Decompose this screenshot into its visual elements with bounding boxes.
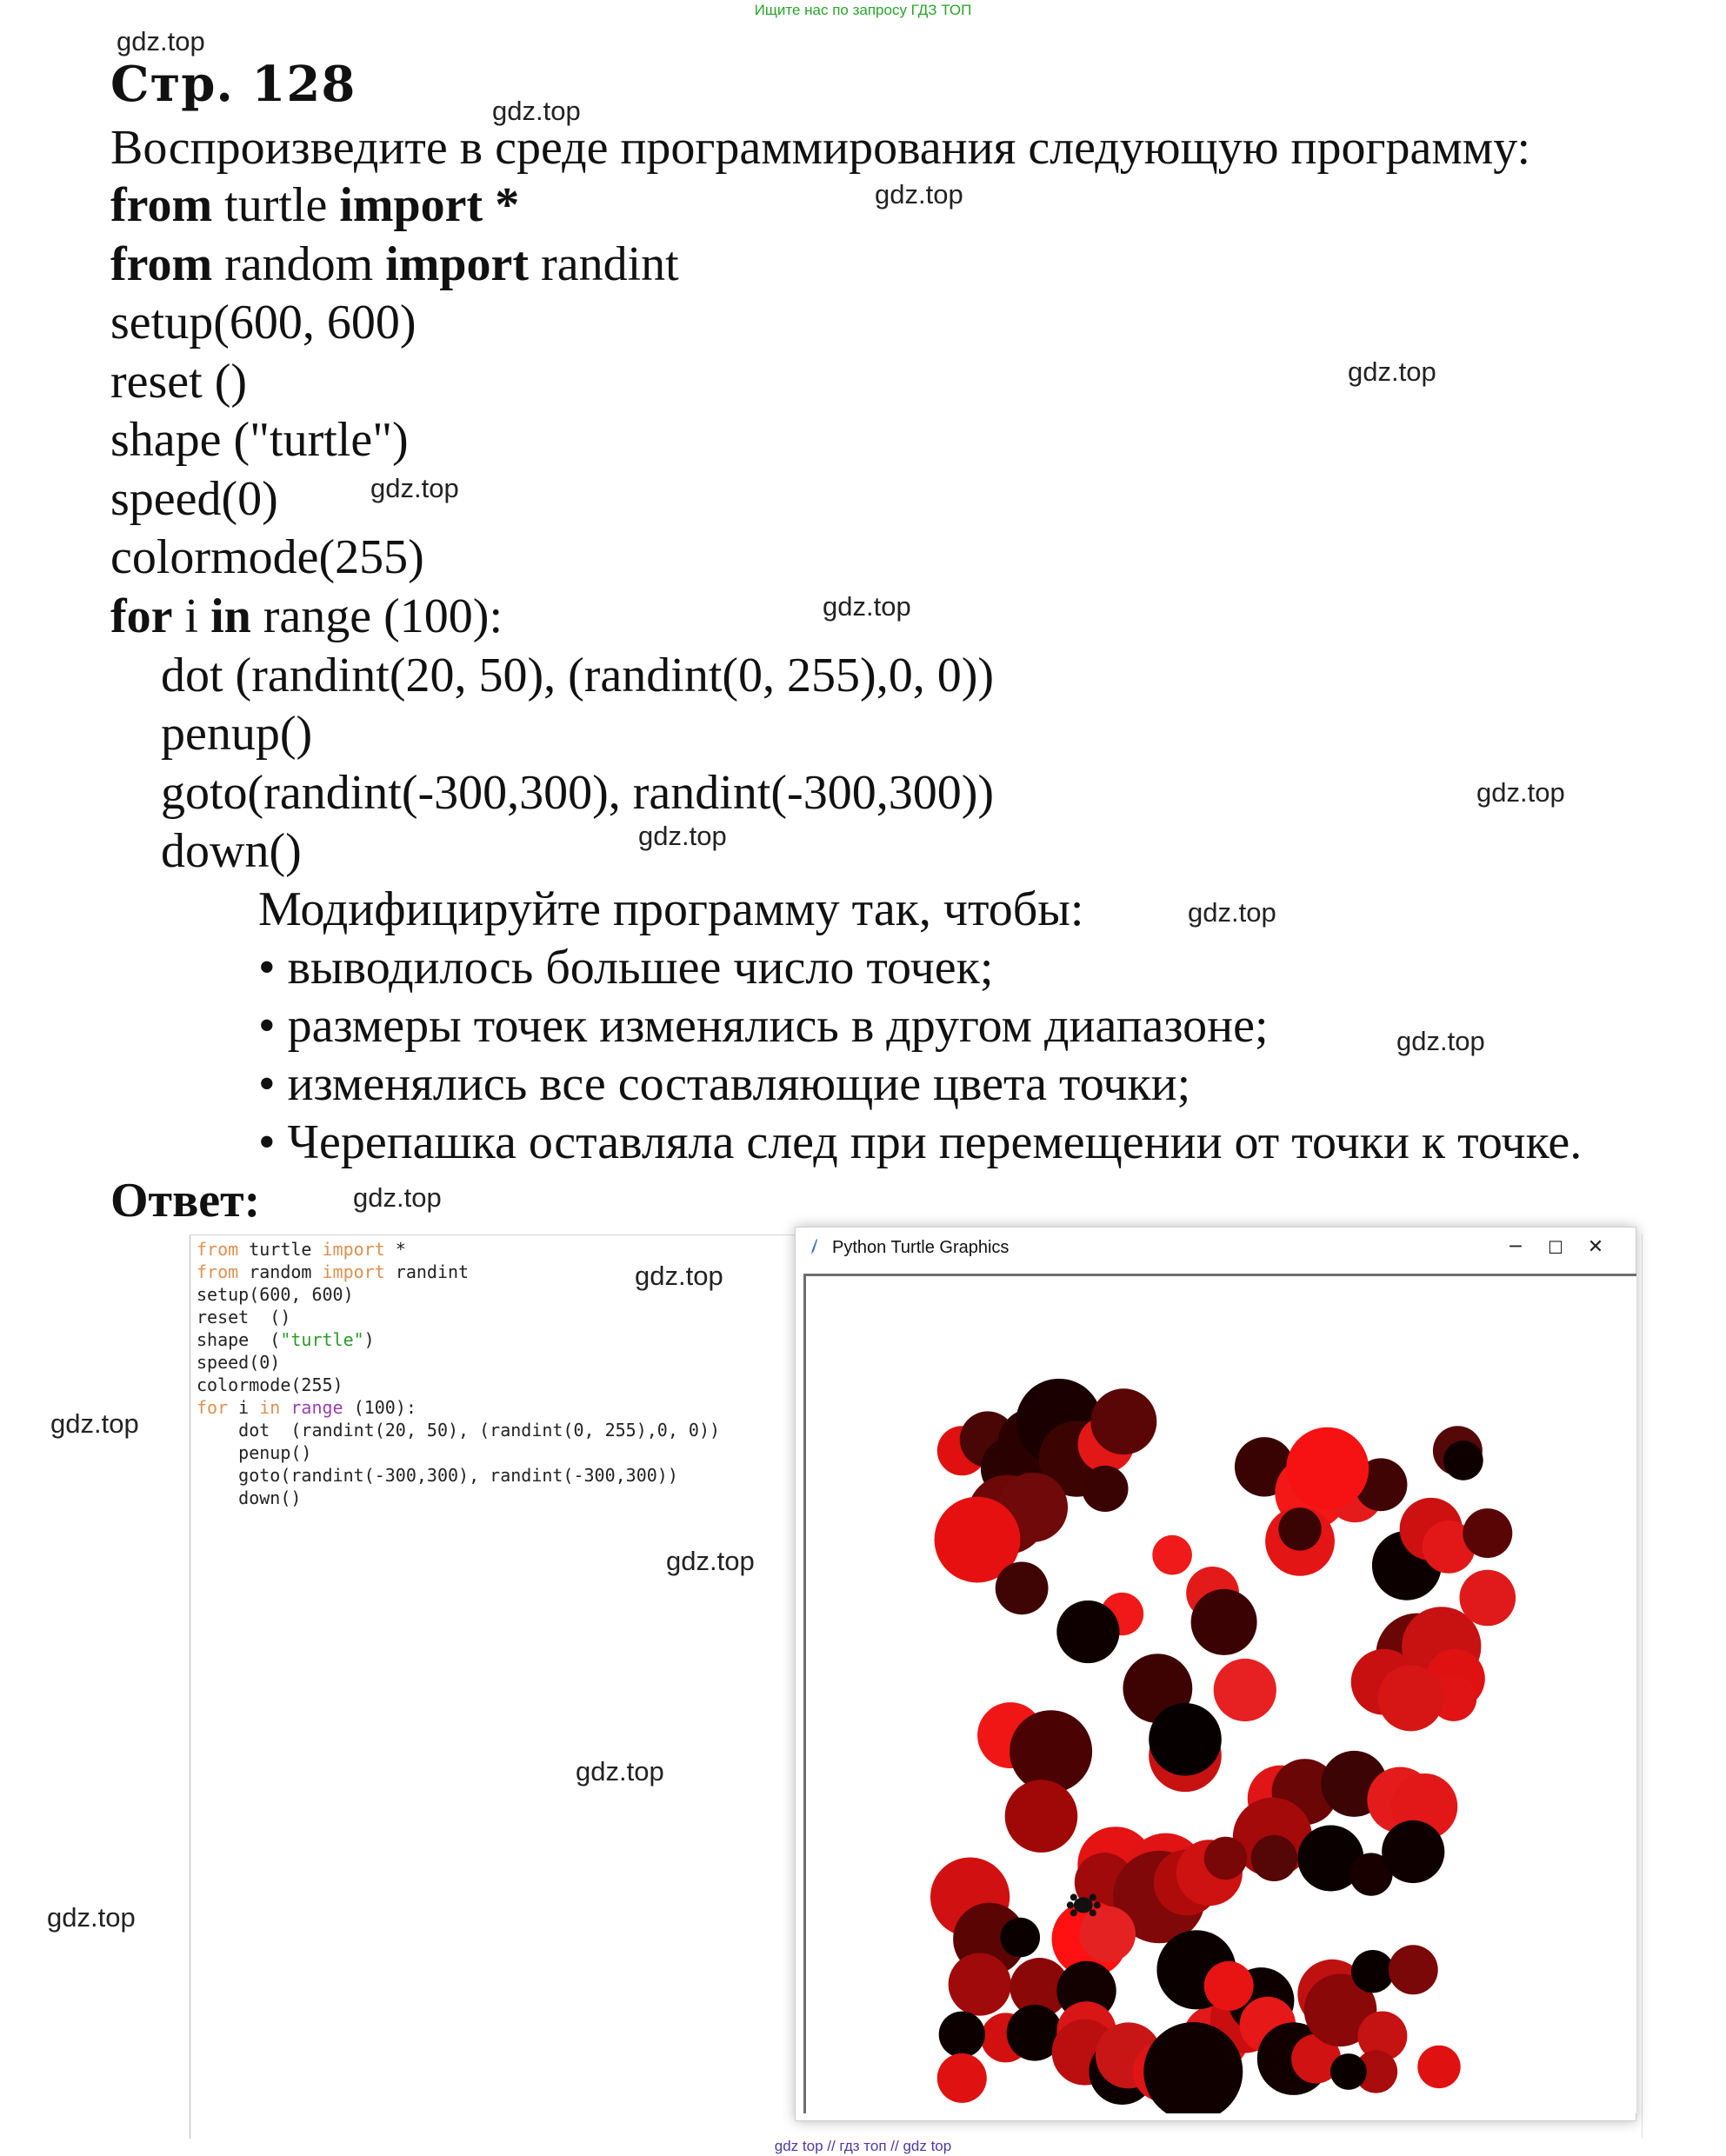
watermark: gdz.top xyxy=(875,179,963,210)
turtle-dot xyxy=(1389,1945,1438,1994)
keyword: import xyxy=(339,178,483,232)
code-line-8 xyxy=(110,589,503,643)
code-line-5: shape ("turtle") xyxy=(110,413,409,467)
watermark: gdz.top xyxy=(1348,356,1436,387)
code-line-11: goto(randint(-300,300), randint(-300,300)) xyxy=(161,766,994,820)
bullet-icon: • xyxy=(258,941,276,995)
watermark: gdz.top xyxy=(370,473,459,503)
watermark: gdz.top xyxy=(576,1756,664,1787)
turtle-dot xyxy=(1005,1780,1078,1853)
watermark: gdz.top xyxy=(492,96,581,126)
code-text: random xyxy=(212,237,386,291)
ide-line: from turtle import * xyxy=(197,1239,406,1260)
ide-line: dot (randint(20, 50), (randint(0, 255),0, 0)) xyxy=(197,1420,721,1441)
ide-line: for i in range (100): xyxy=(197,1397,417,1418)
keyword: import xyxy=(385,237,530,291)
ide-line: penup() xyxy=(197,1442,312,1463)
bullet-item xyxy=(258,941,994,995)
close-icon[interactable]: ✕ xyxy=(1587,1236,1604,1258)
turtle-dot xyxy=(1251,1835,1297,1881)
turtle-canvas[interactable] xyxy=(803,1274,1636,2113)
turtle-dot xyxy=(1463,1508,1512,1558)
watermark: gdz.top xyxy=(353,1182,442,1213)
code-line-7: colormode(255) xyxy=(110,530,424,584)
bullet-icon: • xyxy=(258,1115,276,1169)
ide-line: colormode(255) xyxy=(197,1374,343,1395)
bullet-item xyxy=(258,1115,1583,1169)
ide-line: goto(randint(-300,300), randint(-300,300)) xyxy=(197,1465,678,1486)
turtle-dot xyxy=(1330,2053,1367,2090)
bullet-icon: • xyxy=(258,1057,276,1111)
ide-line: shape ("turtle") xyxy=(197,1329,375,1350)
code-line-3: setup(600, 600) xyxy=(110,296,417,349)
bullet-icon: • xyxy=(258,999,276,1053)
keyword: for xyxy=(110,589,173,643)
turtle-dot xyxy=(1149,1703,1222,1776)
turtle-dot xyxy=(1152,1535,1192,1575)
pen-icon xyxy=(810,1238,818,1255)
watermark: gdz.top xyxy=(50,1408,139,1439)
turtle-dot xyxy=(1417,2046,1460,2088)
turtle-dot xyxy=(1191,1589,1257,1655)
code-line-9: dot (randint(20, 50), (randint(0, 255),0, 0)) xyxy=(161,649,994,702)
turtle-dot xyxy=(1079,1906,1136,1963)
turtle-dot xyxy=(1214,1659,1276,1721)
page-title: Стр. 128 xyxy=(110,56,357,113)
turtle-dot xyxy=(1000,1918,1040,1958)
bullet-text: Черепашка оставляла след при перемещении от точки к точке. xyxy=(287,1115,1583,1169)
bullet-text: размеры точек изменялись в другом диапазоне; xyxy=(287,999,1269,1053)
ide-line: reset () xyxy=(197,1307,291,1328)
code-line-6: speed(0) xyxy=(110,472,278,526)
code-text: randint xyxy=(529,237,679,291)
code-text: * xyxy=(483,178,520,232)
turtle-dot xyxy=(939,2012,985,2058)
watermark: gdz.top xyxy=(638,821,727,851)
code-line-10: penup() xyxy=(161,707,313,761)
turtle-dot xyxy=(1278,1507,1321,1550)
maximize-icon[interactable]: ☐ xyxy=(1548,1237,1563,1258)
turtle-dot xyxy=(1010,1710,1092,1793)
window-titlebar[interactable] xyxy=(796,1228,1636,1266)
watermark: gdz.top xyxy=(635,1261,723,1291)
code-line-12: down() xyxy=(161,824,302,878)
code-text: range (100): xyxy=(250,589,503,643)
ide-top-border xyxy=(190,1234,798,1235)
watermark: gdz.top xyxy=(823,591,911,622)
turtle-dot xyxy=(937,2053,987,2103)
turtle-dot xyxy=(1443,1441,1483,1481)
task-heading: Модифицируйте программу так, чтобы: xyxy=(258,882,1084,936)
keyword: from xyxy=(110,237,213,291)
bullet-text: выводилось большее число точек; xyxy=(287,941,994,995)
code-line-2 xyxy=(110,237,679,291)
turtle-dot xyxy=(1377,1665,1443,1731)
ide-line: speed(0) xyxy=(197,1352,281,1373)
watermark: gdz.top xyxy=(1188,897,1276,928)
intro-text: Воспроизведите в среде программирования следующую программу: xyxy=(110,121,1531,175)
answer-label: Ответ: xyxy=(110,1174,261,1228)
turtle-dot xyxy=(1204,1837,1247,1880)
code-text: turtle xyxy=(212,178,340,232)
bullet-item xyxy=(258,999,1269,1053)
turtle-dot xyxy=(1090,1388,1156,1454)
bullet-text: изменялись все составляющие цвета точки; xyxy=(287,1057,1191,1111)
turtle-drawing xyxy=(806,1276,1636,2113)
turtle-dot xyxy=(1204,1961,1254,2011)
keyword: from xyxy=(110,178,213,232)
page-right-border xyxy=(1642,1234,1643,2139)
minimize-icon[interactable]: ─ xyxy=(1509,1236,1522,1258)
top-banner: Ищите нас по запросу ГДЗ ТОП xyxy=(754,2,972,18)
watermark: gdz.top xyxy=(1476,777,1565,808)
code-text: i xyxy=(172,589,211,643)
bottom-banner: gdz top // гдз топ // gdz top xyxy=(774,2138,952,2154)
turtle-window[interactable] xyxy=(795,1227,1636,2121)
turtle-dot xyxy=(1460,1570,1516,1627)
turtle-dot xyxy=(1382,1820,1444,1883)
watermark: gdz.top xyxy=(1396,1026,1485,1056)
ide-line: from random import randint xyxy=(197,1261,470,1282)
window-title: Python Turtle Graphics xyxy=(832,1238,1010,1257)
ide-code-editor[interactable] xyxy=(197,1238,720,1509)
bullet-item xyxy=(258,1057,1191,1111)
turtle-dot xyxy=(996,1561,1049,1614)
watermark: gdz.top xyxy=(117,26,205,57)
ide-line: setup(600, 600) xyxy=(197,1284,354,1305)
code-line-1 xyxy=(110,178,520,232)
turtle-dot xyxy=(949,1953,1011,2015)
ide-line: down() xyxy=(197,1487,302,1508)
turtle-dot xyxy=(1286,1427,1369,1510)
keyword: in xyxy=(210,589,251,643)
turtle-dot xyxy=(1351,1950,1394,1993)
turtle-dot xyxy=(1056,1600,1119,1663)
watermark: gdz.top xyxy=(47,1902,136,1933)
code-line-4: reset () xyxy=(110,355,248,409)
turtle-dot xyxy=(1082,1466,1128,1512)
watermark: gdz.top xyxy=(666,1546,755,1576)
